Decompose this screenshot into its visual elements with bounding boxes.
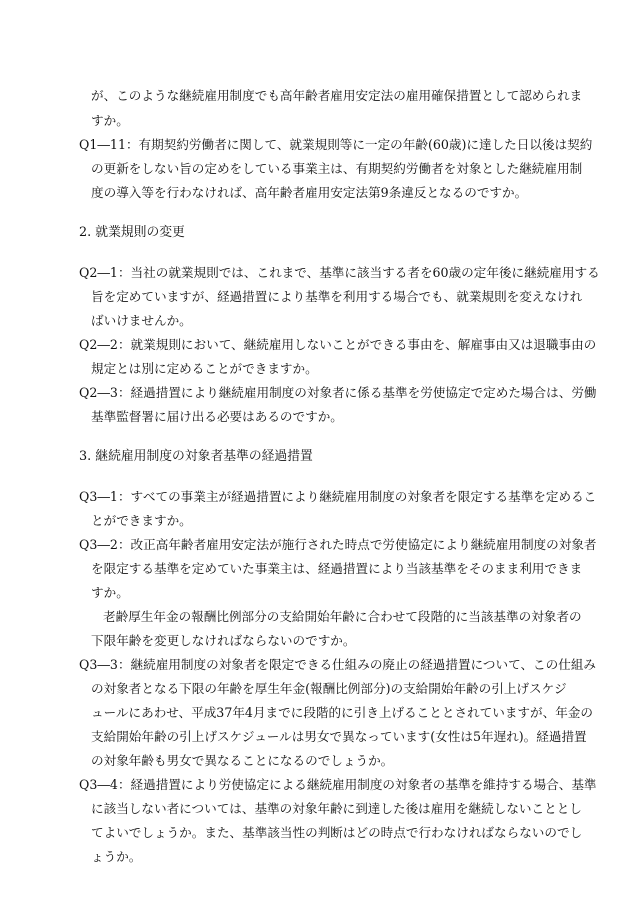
- q2-2-line-2: 規定とは別に定めることができますか。: [91, 361, 318, 376]
- section-3-heading: 3. 継続雇用制度の対象者基準の経過措置: [79, 449, 313, 464]
- q3-2-line-1: Q3―2：改正高年齢者雇用安定法が施行された時点で労使協定により継続雇用制度の対象者: [79, 537, 597, 552]
- q3-3-line-4: 支給開始年齢の引上げスケジュールは男女で異なっています(女性は5年遅れ)。経過措置: [91, 729, 587, 744]
- q2-1-line-2: 旨を定めていますが、経過措置により基準を利用する場合でも、就業規則を変えなけれ: [91, 289, 583, 304]
- q3-4-line-4: ょうか。: [91, 849, 142, 864]
- q3-3-line-1: Q3―3：継続雇用制度の対象者を限定できる仕組みの廃止の経過措置について、この仕組み: [79, 657, 597, 672]
- q3-1-line-2: とができますか。: [91, 513, 192, 528]
- q2-3-line-1: Q2―3：経過措置により継続雇用制度の対象者に係る基準を労使協定で定めた場合は、労働: [79, 385, 597, 400]
- q1-11-line-3: 度の導入等を行わなければ、高年齢者雇用安定法第9条違反となるのですか。: [91, 185, 528, 200]
- q3-4-line-3: てよいでしょうか。また、基準該当性の判断はどの時点で行わなければならないのでし: [91, 825, 583, 840]
- subheading-line-1: 老齢厚生年金の報酬比例部分の支給開始年齢に合わせて段階的に当該基準の対象者の: [103, 609, 582, 624]
- q3-3-line-3: ュールにあわせ、平成37年4月までに段階的に引き上げることとされていますが、年金の: [91, 705, 593, 720]
- q2-1-line-1: Q2―1：当社の就業規則では、これまで、基準に該当する者を60歳の定年後に継続雇用する: [79, 265, 600, 280]
- q2-3-line-2: 基準監督署に届け出る必要はあるのですか。: [91, 409, 343, 424]
- subheading-line-2: 下限年齢を変更しなければならないのですか。: [91, 633, 356, 648]
- q3-4-line-1: Q3―4：経過措置により労使協定による継続雇用制度の対象者の基準を維持する場合、基準: [79, 777, 597, 792]
- continuation-line-1: が、このような継続雇用制度でも高年齢者雇用安定法の雇用確保措置として認められま: [91, 88, 583, 103]
- q1-11-line-2: の更新をしない旨の定めをしている事業主は、有期契約労働者を対象とした継続雇用制: [91, 161, 583, 176]
- q2-1-line-3: ばいけませんか。: [91, 313, 192, 328]
- section-2-heading: 2. 就業規則の変更: [79, 225, 185, 240]
- q3-4-line-2: に該当しない者については、基準の対象年齢に到達した後は雇用を継続しないこととし: [91, 801, 582, 816]
- q3-3-line-2: の対象者となる下限の年齢を厚生年金(報酬比例部分)の支給開始年齢の引上げスケジ: [91, 681, 567, 696]
- q3-1-line-1: Q3―1：すべての事業主が経過措置により継続雇用制度の対象者を限定する基準を定めるこ: [79, 489, 597, 504]
- q2-2-line-1: Q2―2：就業規則において、継続雇用しないことができる事由を、解雇事由又は退職事由の: [79, 337, 597, 352]
- continuation-line-2: すか。: [91, 113, 129, 128]
- q3-2-line-2: を限定する基準を定めていた事業主は、経過措置により当該基準をそのまま利用できま: [91, 561, 583, 576]
- q3-2-line-3: すか。: [91, 585, 129, 600]
- q1-11-line-1: Q1―11：有期契約労働者に関して、就業規則等に一定の年齢(60歳)に達した日以後は契約: [79, 137, 593, 152]
- q3-3-line-5: の対象年齢も男女で異なることになるのでしょうか。: [91, 753, 394, 768]
